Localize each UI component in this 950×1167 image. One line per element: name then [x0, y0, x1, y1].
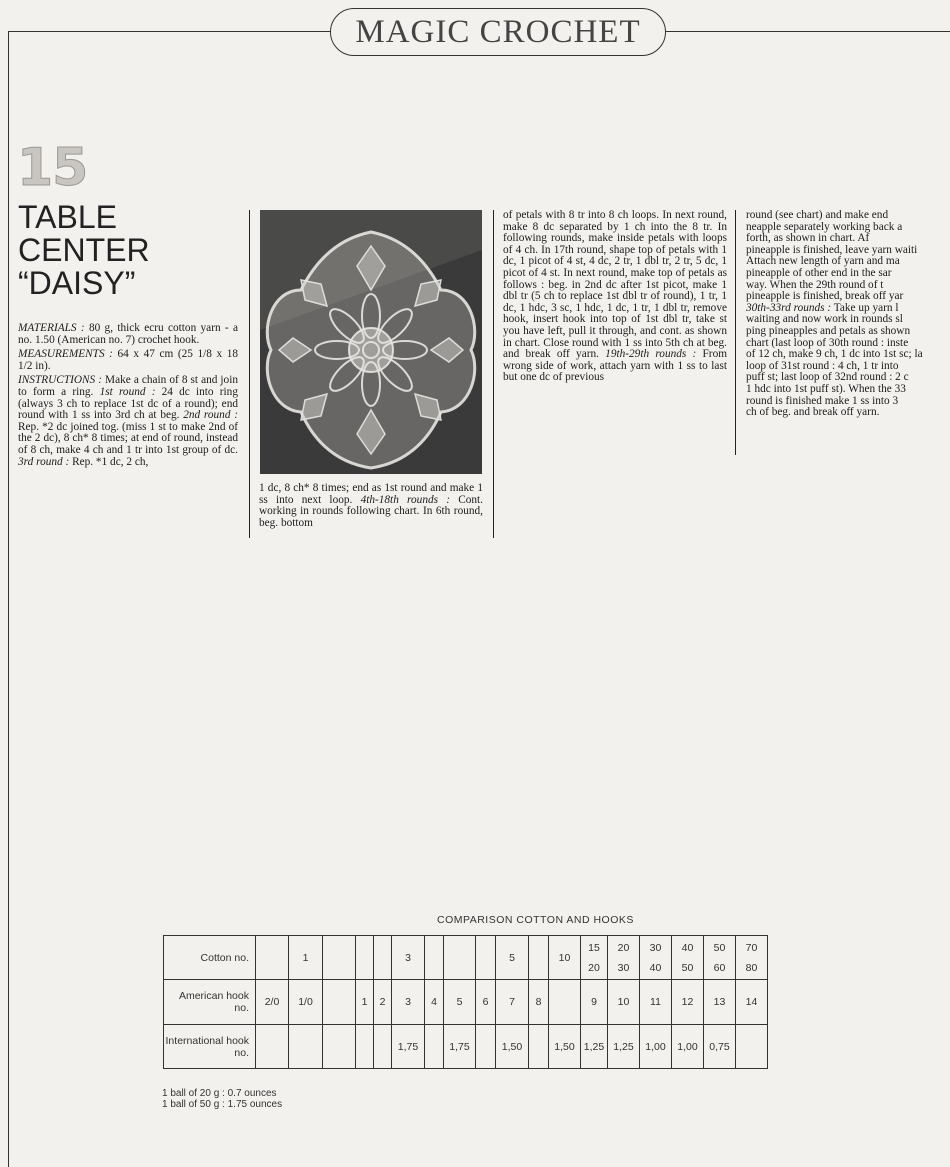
table-cell: 40 50	[672, 936, 704, 980]
footnote: 1 ball of 20 g : 0.7 ounces	[162, 1088, 277, 1099]
measurements-label: MEASUREMENTS :	[18, 348, 113, 361]
table-cell	[256, 1025, 289, 1069]
table-cell: 1,00	[640, 1025, 672, 1069]
text-line: round is finished make 1 ss into 3	[746, 394, 899, 407]
text-column-1	[18, 323, 238, 471]
table-cell	[374, 936, 392, 980]
table-cell: 1,25	[608, 1025, 640, 1069]
materials-label: MATERIALS :	[18, 322, 85, 334]
row-header: International hook no.	[164, 1025, 256, 1069]
table-cell: 8	[529, 980, 549, 1025]
measurements-paragraph	[18, 349, 238, 372]
table-cell: 11	[640, 980, 672, 1025]
text-line: pineapple is finished, leave yarn waiti	[746, 243, 918, 256]
table-cell: 70 80	[736, 936, 768, 980]
pattern-number: 15	[17, 138, 88, 198]
round-label: 2nd round :	[183, 409, 238, 422]
table-cell	[356, 1025, 374, 1069]
table-cell: 7	[496, 980, 529, 1025]
pattern-title-line: CENTER	[18, 232, 150, 268]
table-row-american	[164, 980, 768, 1025]
round-text: 24 dc into ring (always 3 ch to replace 1st dc of a round); end round with 1 ss into 3rd ch at beg.	[18, 385, 238, 422]
table-cell: 5	[496, 936, 529, 980]
table-cell: 2	[374, 980, 392, 1025]
table-cell: 15 20	[581, 936, 608, 980]
table-cell	[356, 936, 374, 980]
table-cell	[476, 1025, 496, 1069]
text-line: ch of beg. and break off yarn.	[746, 406, 880, 419]
table-cell: 3	[392, 936, 425, 980]
table-cell: 14	[736, 980, 768, 1025]
text-line: chart (last loop of 30th round : inste	[746, 336, 909, 349]
text-line: way. When the 29th round of t	[746, 278, 884, 291]
table-cell: 30 40	[640, 936, 672, 980]
frame-left-rule	[8, 31, 9, 1167]
table-cell: 1,50	[549, 1025, 581, 1069]
table-cell: 2/0	[256, 980, 289, 1025]
text-line: puff st; last loop of 32nd round : 2 c	[746, 371, 909, 384]
header-badge	[330, 8, 666, 56]
text-line: round (see chart) and make end	[746, 210, 889, 221]
table-cell: 10	[608, 980, 640, 1025]
table-cell: 1,75	[444, 1025, 476, 1069]
text-paragraph	[503, 210, 727, 384]
table-cell	[289, 1025, 323, 1069]
table-cell: 1,50	[496, 1025, 529, 1069]
comparison-table	[163, 935, 768, 1069]
table-cell	[736, 1025, 768, 1069]
table-cell	[323, 980, 356, 1025]
text-span: of petals with 8 tr into 8 ch loops. In next round, make 8 dc separated by 1 ch into the 8 tr. In following rounds, make inside petals with loops of 4 ch. In 17th round, shape top of petals with 1 dc, 1 picot of 4 st, 4 dc, 2 tr, 1 dbl tr, 2 tr, 5 dc, 1 picot of 4 st. In next round, make top of petals as follows : beg. in 2nd dc after 1st picot, make 1 dbl tr (5 ch to replace 1st dbl tr of round), 1 tr, 1 dc, 1 hdc, 3 sc, 1 hdc, 1 dc, 1 tr, 1 dbl tr, remove hook, insert hook into top of 1st dbl tr, take st you have left, pull it through, and cont. as shown in chart. Close round with 1 ss into 5th ch at beg. and break off yarn.	[503, 209, 727, 361]
doily-image	[260, 210, 482, 474]
pattern-title	[18, 201, 150, 300]
table-cell: 13	[704, 980, 736, 1025]
row-header: American hook no.	[164, 980, 256, 1025]
table-cell: 1	[289, 936, 323, 980]
text-line: of 12 ch, make 9 ch, 1 dc into 1st sc; la	[746, 348, 923, 361]
instructions-paragraph	[18, 375, 238, 468]
table-cell: 12	[672, 980, 704, 1025]
text-span: 1 dc, 8 ch* 8 times; end as 1st round and make 1 ss into next loop.	[259, 482, 483, 506]
table-cell	[256, 936, 289, 980]
pattern-title-line: “DAISY”	[18, 265, 136, 301]
doily-photo	[260, 210, 482, 474]
materials-paragraph	[18, 323, 238, 346]
text-line: neapple separately working back a	[746, 220, 903, 233]
text-span: Take up yarn l	[831, 301, 899, 314]
table-cell	[323, 936, 356, 980]
table-row-cotton	[164, 936, 768, 980]
row-header: Cotton no.	[164, 936, 256, 980]
table-cell: 20 30	[608, 936, 640, 980]
column-rule	[735, 210, 736, 455]
instructions-text: Make a chain of 8 st and join to form a ring.	[18, 374, 238, 398]
round-label: 3rd round :	[18, 455, 70, 468]
text-line: forth, as shown in chart. Af	[746, 232, 870, 245]
text-span: From wrong side of work, attach yarn with 1 ss to last but one dc of previous	[503, 348, 728, 384]
frame-top-rule-left	[8, 31, 336, 32]
frame-top-rule-right	[664, 31, 950, 32]
text-paragraph	[259, 483, 483, 529]
table-cell: 0,75	[704, 1025, 736, 1069]
table-cell	[444, 936, 476, 980]
table-caption: COMPARISON COTTON AND HOOKS	[437, 914, 634, 926]
instructions-label: INSTRUCTIONS :	[18, 374, 103, 387]
text-line: pineapple is finished, break off yar	[746, 290, 904, 303]
text-line: pineapple of other end in the sar	[746, 266, 892, 279]
column-rule	[249, 210, 250, 538]
table-cell: 9	[581, 980, 608, 1025]
round-text: Rep. *1 dc, 2 ch,	[69, 455, 149, 468]
round-label: 19th-29th rounds :	[605, 348, 697, 361]
text-line: 1 hdc into 1st puff st). When the 33	[746, 382, 906, 395]
table-cell: 1	[356, 980, 374, 1025]
measurements-text: 64 x 47 cm (25 1/8 x 18 1/2 in).	[18, 348, 239, 372]
text-column-4	[746, 210, 950, 419]
pattern-title-line: TABLE	[18, 199, 117, 235]
text-line: ping pineapples and petals as shown	[746, 324, 911, 337]
materials-text: 80 g, thick ecru cotton yarn - a no. 1.50 (American no. 7) crochet hook.	[18, 322, 238, 346]
table-cell: 10	[549, 936, 581, 980]
table-cell: 4	[425, 980, 444, 1025]
table-cell	[549, 980, 581, 1025]
text-column-2	[259, 483, 483, 532]
footnotes	[162, 1088, 282, 1110]
table-cell	[476, 936, 496, 980]
round-label: 4th-18th rounds :	[360, 493, 450, 506]
table-cell: 1,25	[581, 1025, 608, 1069]
table-cell: 1,00	[672, 1025, 704, 1069]
table-cell	[374, 1025, 392, 1069]
table-cell: 5	[444, 980, 476, 1025]
round-text: Rep. *2 dc joined tog. (miss 1 st to make 2nd of the 2 dc), 8 ch* 8 times; at end of round, instead of 8 ch, make 4 ch and 1 tr into 1st group of dc.	[18, 420, 238, 456]
text-line: Attach new length of yarn and ma	[746, 255, 900, 268]
round-label: 30th-33rd rounds :	[746, 301, 832, 314]
text-column-3	[503, 210, 727, 387]
round-label: 1st round :	[99, 385, 156, 398]
table-cell: 1/0	[289, 980, 323, 1025]
table-cell: 50 60	[704, 936, 736, 980]
magazine-title: MAGIC CROCHET	[355, 13, 641, 50]
column-rule	[493, 210, 494, 538]
table-cell: 3	[392, 980, 425, 1025]
table-cell	[529, 1025, 549, 1069]
text-span: Cont. working in rounds following chart. In 6th round, beg. bottom	[259, 493, 484, 529]
footnote: 1 ball of 50 g : 1.75 ounces	[162, 1099, 283, 1110]
text-line: loop of 31st round : 4 ch, 1 tr into	[746, 359, 899, 372]
table-cell: 6	[476, 980, 496, 1025]
table-cell: 1,75	[392, 1025, 425, 1069]
table-cell	[323, 1025, 356, 1069]
table-row-international	[164, 1025, 768, 1069]
table-cell	[425, 1025, 444, 1069]
table-cell	[425, 936, 444, 980]
table-cell	[529, 936, 549, 980]
text-line: waiting and now work in rounds sl	[746, 313, 903, 326]
